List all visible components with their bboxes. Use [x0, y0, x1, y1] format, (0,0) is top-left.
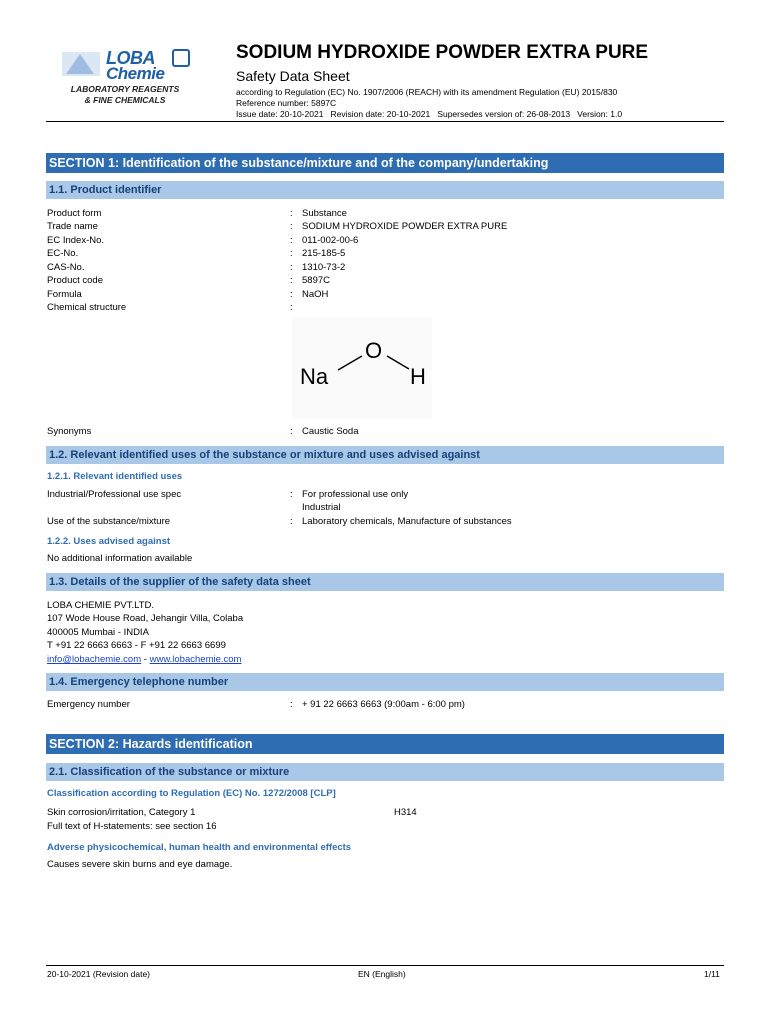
- structure-h-label: H: [410, 364, 426, 389]
- subsection-1-2-1-title: 1.2.1. Relevant identified uses: [47, 471, 183, 482]
- row-colon: :: [290, 302, 293, 313]
- supplier-address-1: 107 Wode House Road, Jehangir Villa, Colaba: [47, 613, 244, 624]
- supplier-contact-line: [47, 654, 241, 665]
- row-colon: :: [290, 221, 293, 232]
- subsection-1-1-header: 1.1. Product identifier: [46, 181, 724, 199]
- row-colon: :: [290, 235, 293, 246]
- row-label: Chemical structure: [47, 302, 127, 313]
- row-value: 011-002-00-6: [302, 235, 359, 246]
- footer-divider: [46, 965, 724, 966]
- subsection-1-4-header: 1.4. Emergency telephone number: [46, 673, 724, 691]
- substance-use-value: Laboratory chemicals, Manufacture of substances: [302, 516, 512, 527]
- footer-revision-date: 20-10-2021 (Revision date): [47, 969, 151, 979]
- industrial-use-value-1: For professional use only: [302, 489, 409, 500]
- row-colon: :: [290, 275, 293, 286]
- logo-mark-icon: [172, 49, 190, 67]
- synonyms-label: Synonyms: [47, 426, 92, 437]
- dates-line: Issue date: 20-10-2021 Revision date: 20-10-2021 Supersedes version of: 26-08-2013 Version: 1.0: [236, 109, 623, 119]
- row-colon: :: [290, 516, 293, 527]
- synonyms-value: Caustic Soda: [302, 426, 359, 437]
- supplier-email-link[interactable]: info@lobachemie.com: [47, 654, 142, 665]
- full-text-note: Full text of H-statements: see section 16: [47, 821, 217, 832]
- subsection-2-1-header: 2.1. Classification of the substance or mixture: [46, 763, 724, 781]
- regulation-line: according to Regulation (EC) No. 1907/2006 (REACH) with its amendment Regulation (EU) 2015/830: [236, 87, 618, 97]
- row-value: SODIUM HYDROXIDE POWDER EXTRA PURE: [302, 221, 508, 232]
- logo-emblem-icon: [60, 46, 104, 80]
- row-label: Trade name: [47, 221, 98, 232]
- structure-o-label: O: [365, 338, 383, 363]
- row-value: 1310-73-2: [302, 262, 346, 273]
- supplier-address-2: 400005 Mumbai - INDIA: [47, 627, 149, 638]
- header-divider: [46, 121, 724, 122]
- row-colon: :: [290, 426, 293, 437]
- industrial-use-label: Industrial/Professional use spec: [47, 489, 182, 500]
- section-2-header: SECTION 2: Hazards identification: [46, 734, 724, 754]
- industrial-use-value-2: Industrial: [302, 502, 341, 513]
- row-colon: :: [290, 262, 293, 273]
- contact-separator: -: [141, 654, 150, 665]
- reference-line: Reference number: 5897C: [236, 98, 337, 108]
- row-colon: :: [290, 248, 293, 259]
- emergency-value: + 91 22 6663 6663 (9:00am - 6:00 pm): [302, 699, 465, 710]
- row-colon: :: [290, 289, 293, 300]
- subsection-1-2-header: 1.2. Relevant identified uses of the substance or mixture and uses advised against: [46, 446, 724, 464]
- company-logo: [60, 44, 190, 104]
- logo-tagline-1: LABORATORY REAGENTS: [70, 84, 180, 94]
- row-label: Product form: [47, 208, 102, 219]
- hazard-code: H314: [394, 807, 417, 818]
- document-subtitle: Safety Data Sheet: [236, 68, 350, 84]
- row-label: Formula: [47, 289, 82, 300]
- section-1-header: SECTION 1: Identification of the substance/mixture and of the company/undertaking: [46, 153, 724, 173]
- logo-brand-bottom: Chemie: [106, 64, 165, 83]
- footer-language: EN (English): [358, 969, 406, 979]
- clp-classification-title: Classification according to Regulation (EC) No. 1272/2008 [CLP]: [47, 788, 336, 799]
- structure-na-label: Na: [300, 364, 329, 389]
- row-colon: :: [290, 489, 293, 500]
- hazard-category: Skin corrosion/irritation, Category 1: [47, 807, 196, 818]
- row-colon: :: [290, 208, 293, 219]
- adverse-effects-title: Adverse physicochemical, human health and environmental effects: [47, 842, 352, 853]
- footer-page-number: 1/11: [704, 969, 720, 979]
- row-label: Product code: [47, 275, 103, 286]
- emergency-label: Emergency number: [47, 699, 130, 710]
- row-value: 215-185-5: [302, 248, 346, 259]
- supplier-website-link[interactable]: www.lobachemie.com: [149, 654, 242, 665]
- subsection-1-3-header: 1.3. Details of the supplier of the safety data sheet: [46, 573, 724, 591]
- supplier-name: LOBA CHEMIE PVT.LTD.: [47, 600, 154, 611]
- adverse-effects-text: Causes severe skin burns and eye damage.: [47, 859, 233, 870]
- row-label: CAS-No.: [47, 262, 85, 273]
- advised-against-text: No additional information available: [47, 553, 193, 564]
- logo-brand-top: LOBA: [106, 48, 155, 68]
- row-value: NaOH: [302, 289, 329, 300]
- row-label: EC Index-No.: [47, 235, 105, 246]
- row-value: 5897C: [302, 275, 330, 286]
- row-colon: :: [290, 699, 293, 710]
- substance-use-label: Use of the substance/mixture: [47, 516, 171, 527]
- chemical-structure-diagram: [292, 318, 432, 418]
- row-label: EC-No.: [47, 248, 79, 259]
- row-value: Substance: [302, 208, 347, 219]
- logo-tagline-2: & FINE CHEMICALS: [84, 95, 166, 105]
- subsection-1-2-2-title: 1.2.2. Uses advised against: [47, 536, 171, 547]
- supplier-phone: T +91 22 6663 6663 - F +91 22 6663 6699: [47, 640, 226, 651]
- document-title: SODIUM HYDROXIDE POWDER EXTRA PURE: [236, 42, 649, 63]
